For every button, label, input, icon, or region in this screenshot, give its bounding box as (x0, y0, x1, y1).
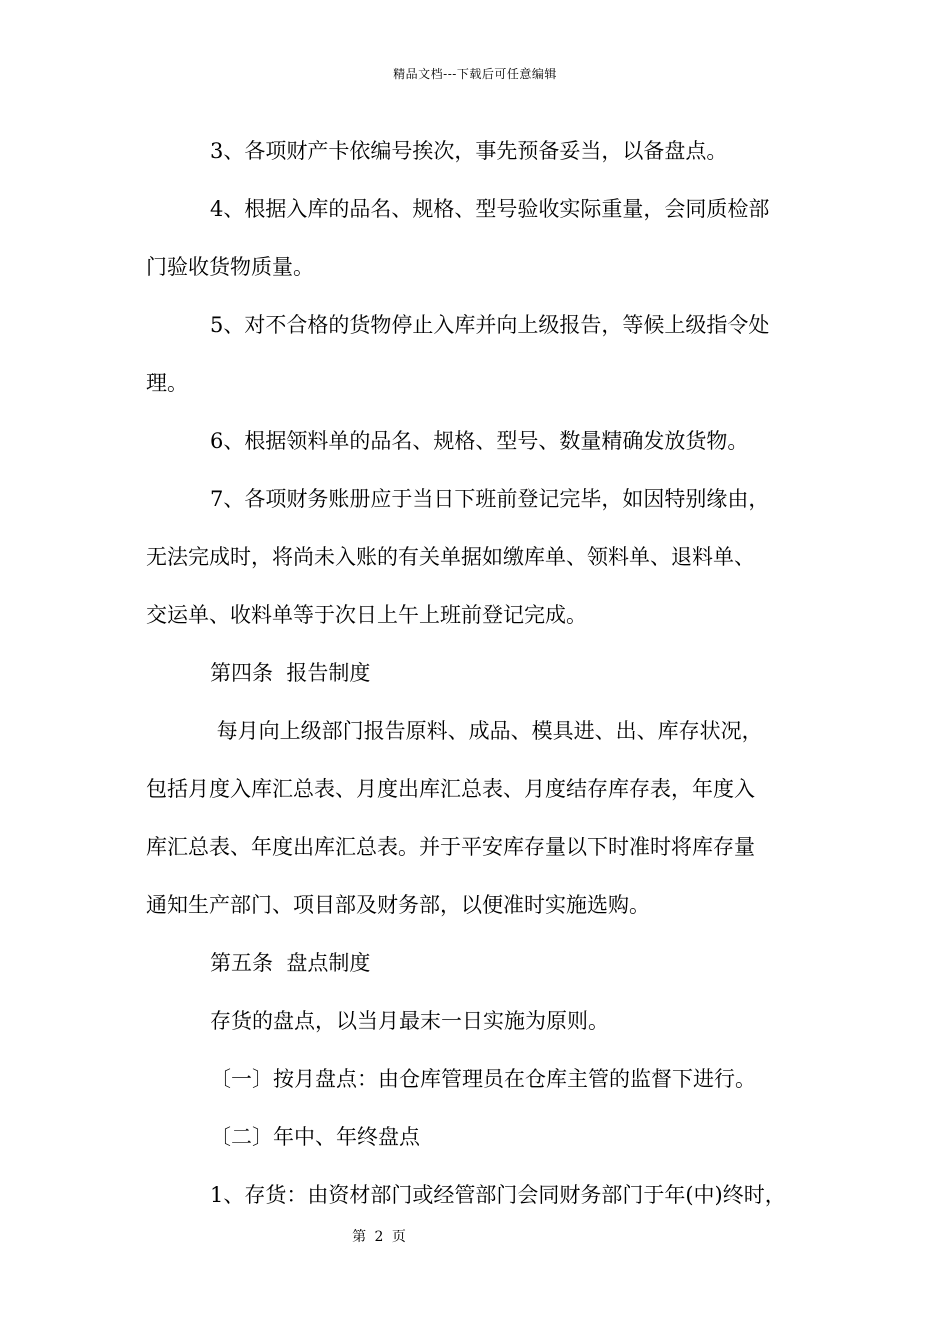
paragraph-item-5 (146, 306, 826, 402)
paragraph-line: 门验收货物质量。 (146, 255, 314, 279)
paragraph-monthly-count (146, 1060, 826, 1098)
document-body (146, 132, 826, 1234)
paragraph-inventory-principle (146, 1002, 826, 1040)
paragraph-line: 〔一〕按月盘点：由仓库管理员在仓库主管的监督下进行。 (210, 1067, 756, 1091)
paragraph-line: 7、各项财务账册应于当日下班前登记完毕，如因特别缘由， (210, 487, 770, 511)
paragraph-stock (146, 1176, 826, 1214)
paragraph-item-3 (146, 132, 826, 170)
section-heading: 第五条 盘点制度 (210, 951, 371, 975)
paragraph-report (146, 712, 826, 924)
paragraph-line: 3、各项财产卡依编号挨次，事先预备妥当，以备盘点。 (210, 139, 728, 163)
paragraph-line: 无法完成时，将尚未入账的有关单据如缴库单、领料单、退料单、 (146, 545, 755, 569)
paragraph-item-7 (146, 480, 826, 634)
paragraph-line: 存货的盘点，以当月最末一日实施为原则。 (210, 1009, 609, 1033)
paragraph-line: 〔二〕年中、年终盘点 (210, 1125, 420, 1149)
paragraph-line: 4、根据入库的品名、规格、型号验收实际重量，会同质检部 (210, 197, 770, 221)
page-header: 精品文档---下载后可任意编辑 (393, 67, 557, 81)
paragraph-item-6 (146, 422, 826, 460)
section-heading-article-5 (146, 944, 826, 982)
paragraph-annual-count (146, 1118, 826, 1156)
paragraph-line: 每月向上级部门报告原料、成品、模具进、出、库存状况， (210, 719, 763, 743)
paragraph-line: 6、根据领料单的品名、规格、型号、数量精确发放货物。 (210, 429, 749, 453)
paragraph-line: 5、对不合格的货物停止入库并向上级报告，等候上级指令处 (210, 313, 770, 337)
paragraph-line: 库汇总表、年度出库汇总表。并于平安库存量以下时准时将库存量 (146, 835, 755, 859)
page-number: 第 2 页 (352, 1229, 408, 1245)
paragraph-line: 1、存货：由资材部门或经管部门会同财务部门于年(中)终时， (210, 1183, 786, 1207)
paragraph-line: 交运单、收料单等于次日上午上班前登记完成。 (146, 603, 587, 627)
paragraph-line: 理。 (146, 371, 188, 395)
section-heading: 第四条 报告制度 (210, 661, 371, 685)
paragraph-line: 通知生产部门、项目部及财务部，以便准时实施选购。 (146, 893, 650, 917)
section-heading-article-4 (146, 654, 826, 692)
paragraph-item-4 (146, 190, 826, 286)
paragraph-line: 包括月度入库汇总表、月度出库汇总表、月度结存库存表，年度入 (146, 777, 755, 801)
